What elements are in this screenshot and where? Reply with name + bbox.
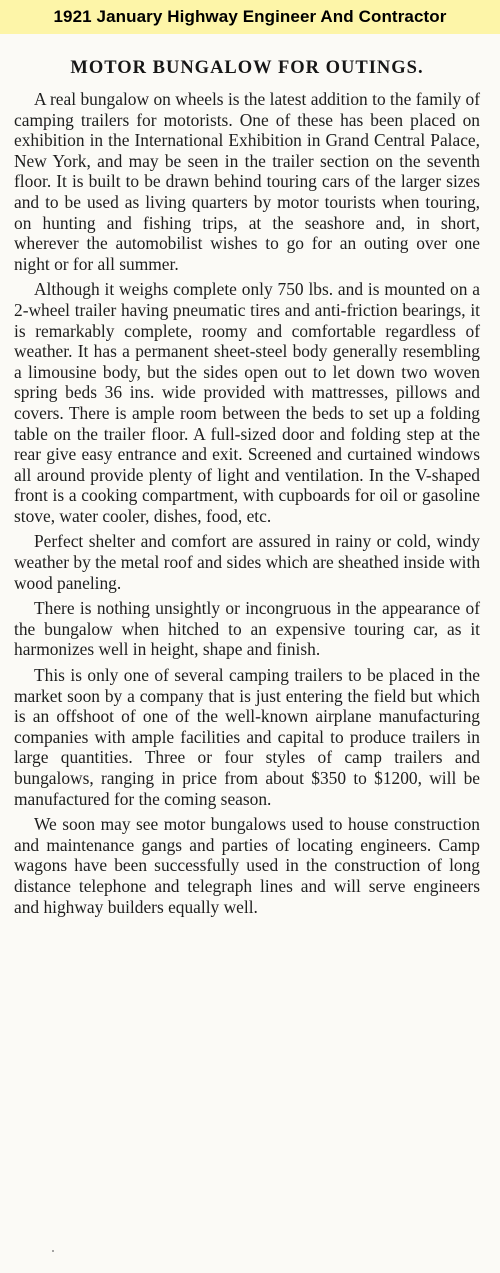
article-paragraph-2: Although it weighs complete only 750 lbs. and is mounted on a 2-wheel trailer having pneumatic tires and anti-friction bearings, it is remarkably complete, roomy and comfortable regardless of weather. It has a permanent sheet-steel body generally resembling a limousine body, but the sides open out to let down two woven spring beds 36 ins. wide provided with mattresses, pillows and covers. There is ample room between the beds to set up a folding table on the trailer floor. A full-sized door and folding step at the rear give easy entrance and exit. Screened and curtained windows all around provide plenty of light and ventilation. In the V-shaped front is a cooking compartment, with cupboards for oil or gasoline stove, water cooler, dishes, food, etc. (14, 279, 480, 526)
article-paragraph-6: We soon may see motor bungalows used to house construction and maintenance gangs and parties of locating engineers. Camp wagons have been successfully used in the construction of long distance telephone and telegraph lines and will serve engineers and highway builders equally well. (14, 814, 480, 917)
scan-speck (52, 1250, 54, 1252)
article-paragraph-4: There is nothing unsightly or incongruous in the appearance of the bungalow when hitched to an expensive touring car, as it harmonizes well in height, shape and finish. (14, 598, 480, 660)
article-paragraph-3: Perfect shelter and comfort are assured in rainy or cold, windy weather by the metal roof and sides which are sheathed inside with wood paneling. (14, 531, 481, 593)
article (14, 56, 480, 922)
article-paragraph-5: This is only one of several camping trailers to be placed in the market soon by a company that is just entering the field but which is an offshoot of one of the well-known airplane manufacturing companies with ample facilities and capital to produce trailers in large quantities. Three or four styles of camp trailers and bungalows, ranging in price from about $350 to $1200, will be manufactured for the coming season. (14, 665, 480, 809)
article-headline: MOTOR BUNGALOW FOR OUTINGS. (70, 58, 424, 78)
article-paragraph-1: A real bungalow on wheels is the latest addition to the family of camping trailers for motorists. One of these has been placed on exhibition in the International Exhibition in Grand Central Palace, New York, and may be seen in the trailer section on the seventh floor. It is built to be drawn behind touring cars of the larger sizes and to be used as living quarters by motor tourists when touring, on hunting and fishing trips, at the seashore and, in short, wherever the automobilist wishes to go for an outing over one night or for all summer. (14, 89, 480, 274)
source-banner (0, 0, 500, 34)
banner-title: 1921 January Highway Engineer And Contractor (53, 7, 447, 26)
